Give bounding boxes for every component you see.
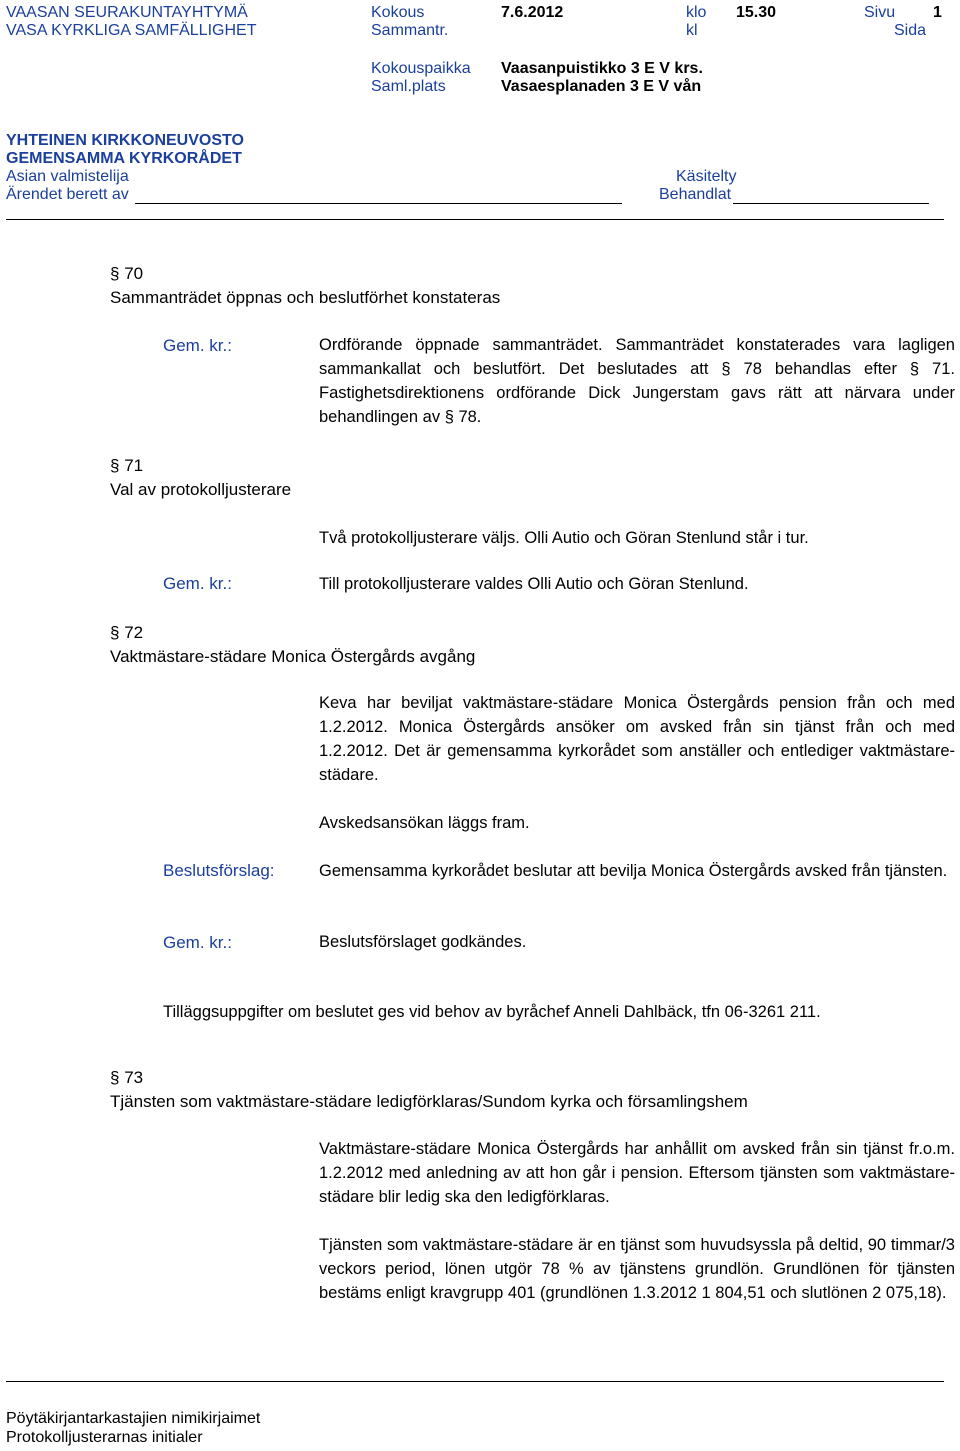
section-71-title: Val av protokolljusterare [110, 480, 292, 499]
meeting-time: 15.30 [736, 4, 777, 21]
place-label-sv: Saml.plats [371, 78, 446, 95]
preparer-line [135, 203, 622, 204]
section-72-info: Tilläggsuppgifter om beslutet ges vid behov av byråchef Anneli Dahlbäck, tfn 06-3261 211. [163, 1003, 821, 1021]
body-name-fi: YHTEINEN KIRKKONEUVOSTO [6, 132, 244, 149]
handled-line [733, 203, 929, 204]
place-fi: Vaasanpuistikko 3 E V krs. [501, 60, 703, 77]
section-72-decision: Beslutsförslaget godkändes. [319, 933, 527, 951]
section-72-title: Vaktmästare-städare Monica Östergårds avgång [110, 647, 476, 666]
org-name-fi: VAASAN SEURAKUNTAYHTYMÄ [6, 4, 248, 21]
section-70-title: Sammanträdet öppnas och beslutförhet konstateras [110, 288, 501, 307]
section-72-gem-label: Gem. kr.: [163, 933, 232, 952]
section-73-number: § 73 [110, 1068, 144, 1087]
section-70-gem-label: Gem. kr.: [163, 336, 232, 355]
time-label-sv: kl [686, 22, 698, 39]
section-70-number: § 70 [110, 264, 144, 283]
section-72-text2: Avskedsansökan läggs fram. [319, 814, 530, 832]
section-72-proposal-label: Beslutsförslag: [163, 861, 275, 880]
footer-divider [6, 1381, 944, 1382]
meeting-label-fi: Kokous [371, 4, 425, 21]
section-71-gem-label: Gem. kr.: [163, 574, 232, 593]
page-label-fi: Sivu [864, 4, 896, 21]
section-73-text2: Tjänsten som vaktmästare-städare är en tjänst som huvudsyssla på deltid, 90 timmar/3 veckors period, lönen utgör 78 % av tjänstens grundlön. Grundlönen för tjänsten bestäms enligt kravgrupp 401 (grundlönen 1.3.2012 1 804,51 och slutlönen 2 075,18). [319, 1236, 955, 1302]
section-73-title: Tjänsten som vaktmästare-städare ledigförklaras/Sundom kyrka och församlingshem [110, 1092, 748, 1111]
place-sv: Vasaesplanaden 3 E V vån [501, 78, 702, 95]
footer-sign-fi: Pöytäkirjantarkastajien nimikirjaimet [6, 1410, 261, 1427]
section-71-number: § 71 [110, 456, 144, 475]
preparer-label-fi: Asian valmistelija [6, 168, 129, 185]
preparer-label-sv: Ärendet berett av [6, 186, 129, 203]
body-name-sv: GEMENSAMMA KYRKORÅDET [6, 150, 242, 167]
org-name-sv: VASA KYRKLIGA SAMFÄLLIGHET [6, 22, 257, 39]
section-70-text: Ordförande öppnade sammanträdet. Sammanträdet konstaterades vara lagligen sammankallat och beslutfört. Det beslutades att § 78 behandlas efter § 71. Fastighetsdirektionens ordförande Dick Jungerstam gavs rätt att närvara under behandlingen av § 78. [319, 336, 955, 426]
section-71-decision: Till protokolljusterare valdes Olli Autio och Göran Stenlund. [319, 575, 749, 593]
time-label-fi: klo [686, 4, 707, 21]
section-72-text: Keva har beviljat vaktmästare-städare Monica Östergårds pension från och med 1.2.2012. Monica Östergårds ansöker om avsked från sin tjänst från och med 1.2.2012. Det är gemensamma kyrkorådet som anställer och entlediger vaktmästare-städare. [319, 694, 955, 784]
place-label-fi: Kokouspaikka [371, 60, 471, 77]
section-73-text: Vaktmästare-städare Monica Östergårds har anhållit om avsked från sin tjänst fr.o.m. 1.2.2012 med anledning av att hon går i pension. Eftersom tjänsten som vaktmästare-städare blir ledig ska den ledigförklaras. [319, 1140, 955, 1206]
handled-label-fi: Käsitelty [676, 168, 737, 185]
header-divider [6, 219, 944, 220]
page-label-sv: Sida [894, 22, 927, 39]
section-72-proposal: Gemensamma kyrkorådet beslutar att bevilja Monica Östergårds avsked från tjänsten. [319, 862, 948, 880]
section-71-text: Två protokolljusterare väljs. Olli Autio och Göran Stenlund står i tur. [319, 529, 809, 547]
meeting-label-sv: Sammantr. [371, 22, 449, 39]
meeting-date: 7.6.2012 [501, 4, 564, 21]
section-72-number: § 72 [110, 623, 144, 642]
footer-sign-sv: Protokolljusterarnas initialer [6, 1429, 203, 1446]
page-number: 1 [933, 4, 942, 21]
handled-label-sv: Behandlat [659, 186, 732, 203]
